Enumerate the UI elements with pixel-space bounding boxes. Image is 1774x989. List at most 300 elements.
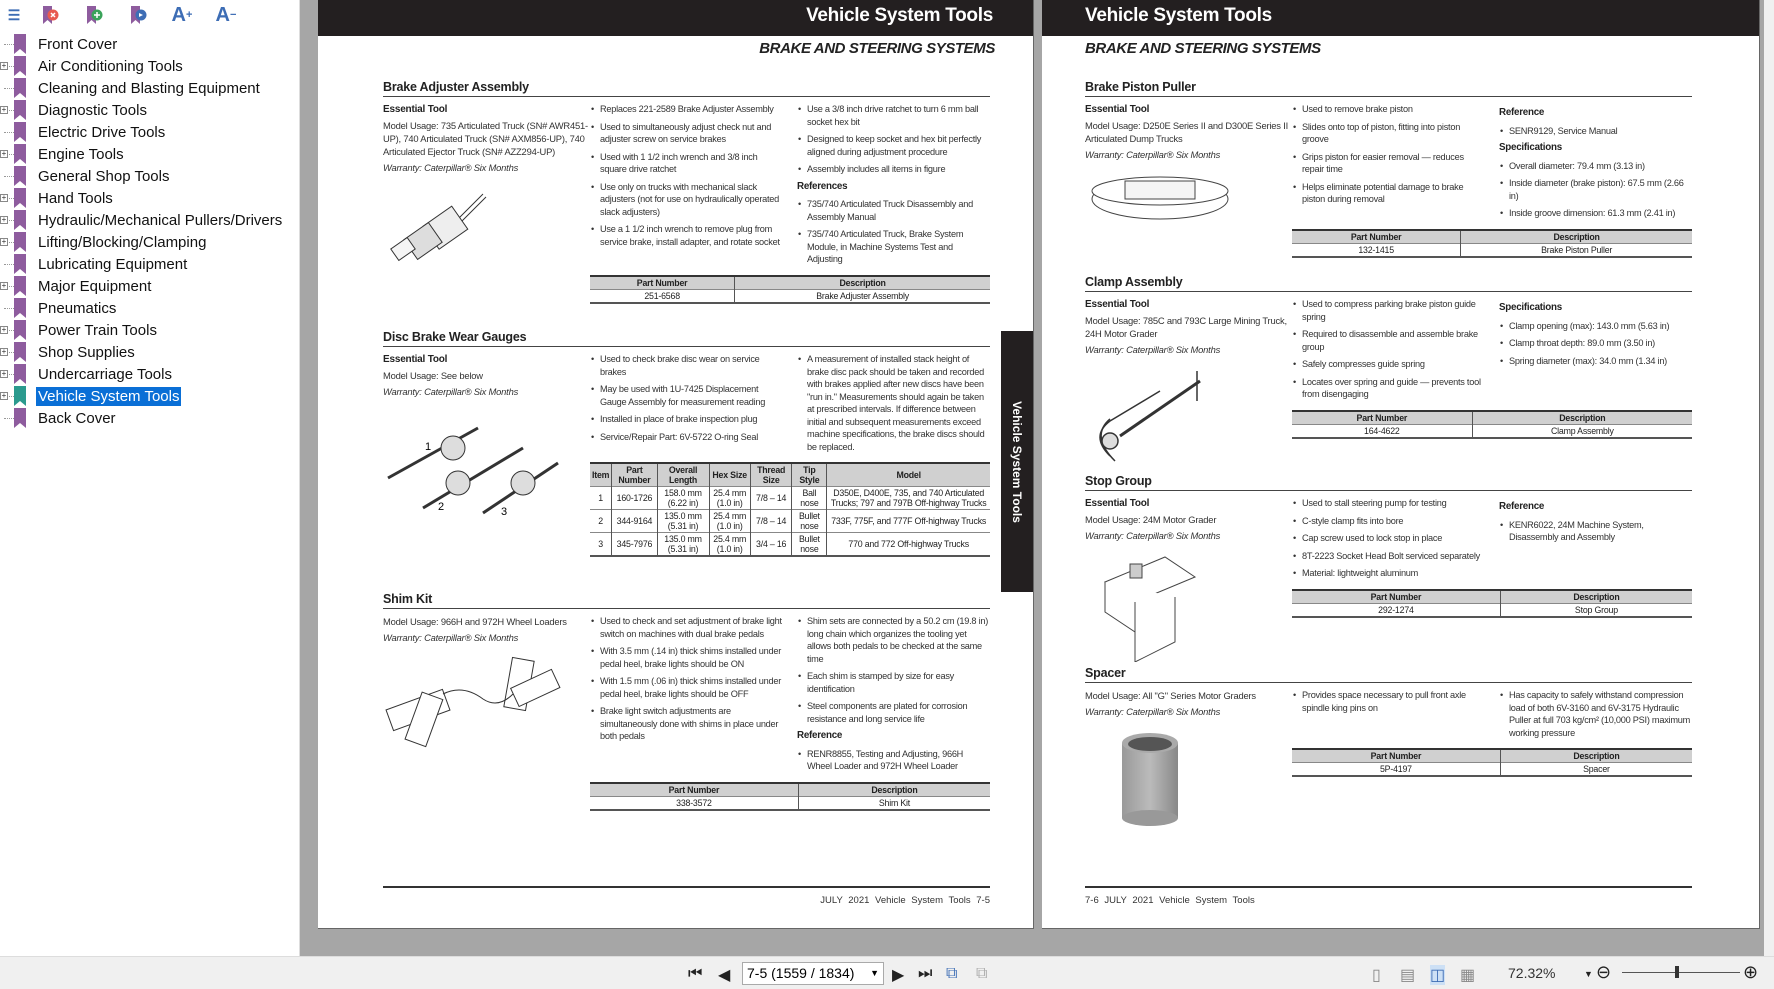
tree-item-hand-tools[interactable] bbox=[0, 187, 300, 209]
tool-illustration bbox=[383, 654, 590, 752]
chapter-tab bbox=[1001, 331, 1033, 592]
zoom-slider-thumb[interactable] bbox=[1675, 966, 1679, 978]
chevron-down-icon[interactable]: ▼ bbox=[870, 968, 879, 978]
bullet-item: • Steel components are plated for corrosion resistance and long service life bbox=[797, 700, 990, 725]
subheading: Reference bbox=[1499, 107, 1545, 118]
parts-table bbox=[590, 462, 990, 557]
tree-item-label: Vehicle System Tools bbox=[38, 387, 180, 405]
table-header-row bbox=[1292, 230, 1692, 244]
bullet-item: • Used to simultaneously adjust check nut and adjuster screw on service brakes bbox=[590, 121, 783, 146]
tree-item-air-conditioning-tools[interactable] bbox=[0, 55, 300, 77]
expand-toggle-icon[interactable]: + bbox=[1, 193, 7, 202]
table-cell: Brake Adjuster Assembly bbox=[735, 289, 990, 303]
tree-item-label: Electric Drive Tools bbox=[38, 123, 166, 141]
warranty: Warranty: Caterpillar® Six Months bbox=[383, 632, 519, 643]
page-subtitle: BRAKE AND STEERING SYSTEMS bbox=[1085, 40, 1321, 57]
expand-toggle-icon[interactable]: + bbox=[1, 215, 7, 224]
parts-table bbox=[1292, 748, 1692, 777]
table-cell: 251-6568 bbox=[590, 289, 735, 303]
model-usage: Model Usage: 966H and 972H Wheel Loaders bbox=[383, 616, 567, 627]
tree-item-lifting-blocking-clamping[interactable] bbox=[0, 231, 300, 253]
bullet-item: • Has capacity to safely withstand compression load of both 6V-3160 and 6V-3175 Hydraulic Puller at full 703 kg/cm² (10,000 PSI) maximum working pressure bbox=[1499, 689, 1692, 739]
table-cell: 25.4 mm (1.0 in) bbox=[709, 510, 750, 533]
tree-connector bbox=[4, 88, 14, 89]
bullet-item: • 8T-2223 Socket Head Bolt serviced separately bbox=[1292, 550, 1485, 563]
bullet-column bbox=[1499, 497, 1692, 585]
tree-item-pneumatics[interactable] bbox=[0, 297, 300, 319]
tool-details bbox=[1292, 689, 1692, 831]
tree-item-label: Undercarriage Tools bbox=[38, 365, 172, 383]
bullet-item: • Helps eliminate potential damage to brake piston during removal bbox=[1292, 181, 1485, 206]
bullet-columns bbox=[1292, 689, 1692, 744]
footer-rule bbox=[383, 886, 990, 888]
bullet-item: • Clamp opening (max): 143.0 mm (5.63 in) bbox=[1499, 320, 1692, 333]
tool-section bbox=[383, 592, 990, 811]
table-cell: 338-3572 bbox=[590, 796, 798, 810]
bullet-item: • Shim sets are connected by a 50.2 cm (19.8 in) long chain which organizes the tooling yet allows both pedals to be checked at the same time bbox=[797, 615, 990, 665]
section-title: Brake Adjuster Assembly bbox=[383, 80, 990, 97]
tool-details bbox=[1292, 103, 1692, 258]
column-header: Description bbox=[735, 276, 990, 290]
bullet-column bbox=[797, 103, 990, 271]
table-cell: D350E, D400E, 735, and 740 Articulated Trucks; 797 and 797B Off-highway Trucks bbox=[827, 487, 990, 510]
last-page-button[interactable]: ⏭ bbox=[918, 965, 933, 982]
table-cell: 3 bbox=[590, 533, 612, 557]
model-usage: Model Usage: 785C and 793C Large Mining Truck, 24H Motor Grader bbox=[1085, 315, 1287, 339]
tool-info bbox=[1085, 689, 1292, 831]
svg-text:3: 3 bbox=[501, 506, 507, 518]
svg-text:2: 2 bbox=[438, 501, 444, 513]
bullet-item: • SENR9129, Service Manual bbox=[1499, 125, 1692, 138]
bookmark-icon bbox=[14, 100, 26, 120]
previous-view-icon[interactable]: ⧉ bbox=[946, 965, 958, 982]
bullet-item: • Assembly includes all items in figure bbox=[797, 163, 990, 176]
table-row bbox=[590, 510, 990, 533]
bullet-item: • Designed to keep socket and hex bit perfectly aligned during adjustment procedure bbox=[797, 133, 990, 158]
warranty: Warranty: Caterpillar® Six Months bbox=[1085, 530, 1221, 541]
tool-illustration bbox=[383, 408, 590, 521]
bookmark-icon bbox=[14, 210, 26, 230]
bookmark-icon bbox=[14, 122, 26, 142]
table-cell: 160-1726 bbox=[612, 487, 657, 510]
tool-details bbox=[590, 103, 990, 304]
tree-item-label: Lubricating Equipment bbox=[38, 255, 188, 273]
column-header: Description bbox=[1500, 749, 1692, 763]
bullet-columns bbox=[1292, 298, 1692, 406]
column-header: Hex Size bbox=[709, 463, 750, 487]
section-title: Stop Group bbox=[1085, 474, 1692, 491]
bullet-item: • Used to stall steering pump for testing bbox=[1292, 497, 1485, 510]
bullet-item: • Grips piston for easier removal — reduces repair time bbox=[1292, 151, 1485, 176]
tool-details bbox=[590, 615, 990, 811]
status-bar bbox=[0, 956, 1774, 989]
tool-illustration bbox=[1085, 366, 1292, 469]
table-cell: 345-7976 bbox=[612, 533, 657, 557]
section-title: Brake Piston Puller bbox=[1085, 80, 1692, 97]
previous-page-button[interactable]: ◀ bbox=[718, 967, 731, 984]
tree-item-label: Back Cover bbox=[38, 409, 116, 427]
column-header: Overall Length bbox=[657, 463, 709, 487]
page-footer: JULY 2021 Vehicle System Tools 7-5 bbox=[820, 895, 990, 906]
column-header: Description bbox=[1472, 411, 1692, 425]
bullet-item: • With 1.5 mm (.06 in) thick shims installed under pedal heel, brake lights should be OFF bbox=[590, 675, 783, 700]
tree-connector bbox=[4, 264, 14, 265]
zoom-level[interactable]: 72.32% bbox=[1508, 965, 1556, 981]
tree-item-label: General Shop Tools bbox=[38, 167, 170, 185]
bullet-columns bbox=[590, 353, 990, 458]
column-header: Thread Size bbox=[750, 463, 792, 487]
section-title: Clamp Assembly bbox=[1085, 275, 1692, 292]
bookmark-icon bbox=[14, 276, 26, 296]
chapter-tab-label: Vehicle System Tools bbox=[1010, 400, 1024, 523]
subheading: Specifications bbox=[1499, 142, 1562, 153]
tool-section bbox=[1085, 666, 1692, 831]
zoom-dropdown-icon[interactable]: ▼ bbox=[1584, 969, 1593, 979]
table-cell: 135.0 mm (5.31 in) bbox=[657, 533, 709, 557]
expand-toggle-icon[interactable]: + bbox=[1, 105, 7, 114]
bullet-item: • Safely compresses guide spring bbox=[1292, 358, 1485, 371]
tree-item-electric-drive-tools[interactable] bbox=[0, 121, 300, 143]
bullet-item: • Used to check brake disc wear on service brakes bbox=[590, 353, 783, 378]
tree-item-shop-supplies[interactable] bbox=[0, 341, 300, 363]
tool-details bbox=[1292, 298, 1692, 469]
table-cell: Stop Group bbox=[1500, 603, 1692, 617]
tree-item-label: Cleaning and Blasting Equipment bbox=[38, 79, 260, 97]
bullet-item: • Use only on trucks with mechanical slack adjusters (not for use on hydraulically operated slack adjusters) bbox=[590, 181, 783, 219]
bookmark-icon bbox=[14, 364, 26, 384]
table-header-row bbox=[590, 276, 990, 290]
next-view-icon[interactable]: ⧉ bbox=[976, 965, 988, 982]
zoom-out-icon[interactable]: ⊖ bbox=[1596, 962, 1612, 982]
bullet-column bbox=[1292, 103, 1485, 225]
tree-connector bbox=[4, 132, 14, 133]
column-header: Part Number bbox=[590, 276, 735, 290]
expand-toggle-icon[interactable]: + bbox=[1, 61, 7, 70]
tree-item-label: Front Cover bbox=[38, 35, 118, 53]
table-cell: Brake Piston Puller bbox=[1461, 243, 1692, 257]
add-bookmark-icon[interactable] bbox=[72, 0, 116, 30]
tool-section bbox=[1085, 474, 1692, 665]
svg-text:1: 1 bbox=[425, 441, 431, 453]
column-header: Description bbox=[1461, 230, 1692, 244]
column-header: Tip Style bbox=[792, 463, 827, 487]
bullet-item: • Spring diameter (max): 34.0 mm (1.34 in) bbox=[1499, 355, 1692, 368]
bullet-item: • Service/Repair Part: 6V-5722 O-ring Seal bbox=[590, 431, 783, 444]
bookmark-icon bbox=[14, 386, 26, 406]
essential-tool-label: Essential Tool bbox=[383, 354, 448, 365]
model-usage: Model Usage: D250E Series II and D300E Series II Articulated Dump Trucks bbox=[1085, 120, 1289, 144]
table-cell: Spacer bbox=[1500, 763, 1692, 777]
expand-all-icon[interactable]: ☰ bbox=[7, 6, 21, 23]
table-cell: 25.4 mm (1.0 in) bbox=[709, 487, 750, 510]
column-header: Item bbox=[590, 463, 612, 487]
bullet-column bbox=[1499, 689, 1692, 744]
bullet-column bbox=[1292, 497, 1485, 585]
tree-item-label: Power Train Tools bbox=[38, 321, 157, 339]
warranty: Warranty: Caterpillar® Six Months bbox=[1085, 706, 1221, 717]
bullet-item: • Used with 1 1/2 inch wrench and 3/8 inch square drive ratchet bbox=[590, 151, 783, 176]
bullet-item: • Each shim is stamped by size for easy identification bbox=[797, 670, 990, 695]
essential-tool-label: Essential Tool bbox=[1085, 299, 1150, 310]
subheading: Reference bbox=[1499, 501, 1545, 512]
tree-item-cleaning-and-blasting-equipment[interactable] bbox=[0, 77, 300, 99]
tree-item-label: Air Conditioning Tools bbox=[38, 57, 183, 75]
bullet-column bbox=[797, 353, 990, 458]
tool-illustration bbox=[1085, 552, 1292, 665]
section-body bbox=[383, 353, 990, 557]
bullet-item: • 735/740 Articulated Truck Disassembly and Assembly Manual bbox=[797, 198, 990, 223]
bullet-item: • Brake light switch adjustments are simultaneously done with shims in place under both pedals bbox=[590, 705, 783, 743]
table-row bbox=[1292, 603, 1692, 617]
table-header-row bbox=[590, 783, 990, 797]
tool-section bbox=[1085, 80, 1692, 258]
tree-item-label: Major Equipment bbox=[38, 277, 152, 295]
goto-bookmark-icon[interactable] bbox=[116, 0, 160, 30]
table-cell: 5P-4197 bbox=[1292, 763, 1500, 777]
bullet-item: • With 3.5 mm (.14 in) thick shims installed under pedal heel, brake lights should be ON bbox=[590, 645, 783, 670]
section-title: Spacer bbox=[1085, 666, 1692, 683]
tree-item-label: Hydraulic/Mechanical Pullers/Drivers bbox=[38, 211, 283, 229]
table-row bbox=[590, 796, 990, 810]
tree-item-major-equipment[interactable] bbox=[0, 275, 300, 297]
column-header: Part Number bbox=[1292, 411, 1472, 425]
bullet-column bbox=[797, 615, 990, 778]
column-header: Model bbox=[827, 463, 990, 487]
tool-section bbox=[383, 80, 990, 304]
warranty: Warranty: Caterpillar® Six Months bbox=[383, 386, 519, 397]
table-cell: Bullet nose bbox=[792, 533, 827, 557]
tree-item-undercarriage-tools[interactable] bbox=[0, 363, 300, 385]
expand-toggle-icon[interactable]: + bbox=[1, 237, 7, 246]
column-header: Part Number bbox=[1292, 590, 1500, 604]
column-header: Part Number bbox=[590, 783, 798, 797]
expand-toggle-icon[interactable]: + bbox=[1, 149, 7, 158]
parts-table bbox=[1292, 589, 1692, 618]
tool-info bbox=[383, 353, 590, 557]
bookmark-icon bbox=[14, 166, 26, 186]
bullet-item: • Clamp throat depth: 89.0 mm (3.50 in) bbox=[1499, 337, 1692, 350]
bookmark-icon bbox=[14, 408, 26, 428]
table-cell: 344-9164 bbox=[612, 510, 657, 533]
table-cell: Ball nose bbox=[792, 487, 827, 510]
bullet-item: • C-style clamp fits into bore bbox=[1292, 515, 1485, 528]
section-body bbox=[1085, 689, 1692, 831]
bullet-item: • A measurement of installed stack height of brake disc pack should be taken and recorded with brakes applied after new discs have been "run in." Measurements should again be taken at prescribed intervals. If difference between initial and subsequent measurements exceed machine specifications, the brake discs should be replaced. bbox=[797, 353, 990, 453]
font-increase-icon[interactable]: A + bbox=[171, 3, 193, 26]
table-cell: 770 and 772 Off-highway Trucks bbox=[827, 533, 990, 557]
bookmark-icon bbox=[14, 254, 26, 274]
warranty: Warranty: Caterpillar® Six Months bbox=[383, 162, 519, 173]
zoom-in-icon[interactable]: ⊕ bbox=[1743, 962, 1759, 982]
delete-bookmark-icon[interactable] bbox=[28, 0, 72, 30]
bullet-item: • May be used with 1U-7425 Displacement Gauge Assembly for measurement reading bbox=[590, 383, 783, 408]
table-cell: 7/8 – 14 bbox=[750, 510, 792, 533]
table-cell: Bullet nose bbox=[792, 510, 827, 533]
tool-details bbox=[1292, 497, 1692, 665]
tool-illustration bbox=[383, 184, 590, 267]
tool-info bbox=[1085, 298, 1292, 469]
tree-item-label: Engine Tools bbox=[38, 145, 124, 163]
page-footer: 7-6 JULY 2021 Vehicle System Tools bbox=[1085, 895, 1255, 906]
tool-info bbox=[383, 103, 590, 304]
bullet-item: • Replaces 221-2589 Brake Adjuster Assembly bbox=[590, 103, 783, 116]
bullet-item: • Use a 3/8 inch drive ratchet to turn 6 mm ball socket hex bit bbox=[797, 103, 990, 128]
table-row bbox=[590, 487, 990, 510]
tree-item-back-cover[interactable] bbox=[0, 407, 300, 429]
bookmark-icon bbox=[14, 232, 26, 252]
single-page-view-icon[interactable]: ▯ bbox=[1372, 967, 1381, 984]
tool-section bbox=[383, 330, 990, 557]
next-page-button[interactable]: ▶ bbox=[892, 967, 905, 984]
parts-table bbox=[590, 275, 990, 304]
bullet-item: • RENR8855, Testing and Adjusting, 966H Wheel Loader and 972H Wheel Loader bbox=[797, 748, 990, 773]
tree-item-diagnostic-tools[interactable] bbox=[0, 99, 300, 121]
bookmarks-toolbar bbox=[0, 0, 299, 30]
parts-table bbox=[590, 782, 990, 811]
bullet-column bbox=[590, 353, 783, 458]
tree-item-label: Shop Supplies bbox=[38, 343, 135, 361]
tool-details bbox=[590, 353, 990, 557]
bullet-column bbox=[1499, 298, 1692, 406]
section-body bbox=[383, 615, 990, 811]
tree-item-label: Diagnostic Tools bbox=[38, 101, 147, 119]
section-body bbox=[1085, 497, 1692, 665]
table-cell: 132-1415 bbox=[1292, 243, 1461, 257]
bullet-item: • Use a 1 1/2 inch wrench to remove plug from service brake, install adapter, and rotate socket bbox=[590, 223, 783, 248]
column-header: Part Number bbox=[1292, 749, 1500, 763]
tool-section bbox=[1085, 275, 1692, 469]
section-body bbox=[1085, 103, 1692, 258]
bullet-item: • 735/740 Articulated Truck, Brake System Module, in Machine Systems Test and Adjusting bbox=[797, 228, 990, 266]
model-usage: Model Usage: 24M Motor Grader bbox=[1085, 514, 1217, 525]
tree-connector bbox=[4, 44, 14, 45]
first-page-button[interactable]: ⏮ bbox=[688, 965, 703, 982]
bookmark-icon bbox=[14, 56, 26, 76]
facing-view-icon[interactable]: ◫ bbox=[1430, 967, 1446, 984]
tree-connector bbox=[4, 308, 14, 309]
bullet-item: • Locates over spring and guide — prevents tool from disengaging bbox=[1292, 376, 1485, 401]
page-number-field[interactable] bbox=[742, 962, 884, 985]
table-cell: 164-4622 bbox=[1292, 424, 1472, 438]
bookmark-icon bbox=[14, 34, 26, 54]
tree-item-general-shop-tools[interactable] bbox=[0, 165, 300, 187]
table-cell: Clamp Assembly bbox=[1472, 424, 1692, 438]
vertical-scrollbar[interactable] bbox=[1764, 0, 1774, 956]
expand-toggle-icon[interactable]: + bbox=[1, 325, 7, 334]
expand-toggle-icon[interactable]: + bbox=[1, 347, 7, 356]
bullet-column bbox=[1292, 689, 1485, 744]
tree-connector bbox=[4, 176, 14, 177]
continuous-view-icon[interactable]: ▤ bbox=[1400, 967, 1416, 984]
tool-illustration bbox=[1085, 171, 1292, 229]
bullet-item: • Required to disassemble and assemble brake group bbox=[1292, 328, 1485, 353]
tree-item-engine-tools[interactable] bbox=[0, 143, 300, 165]
tree-item-hydraulic-mechanical-pullers-drivers[interactable] bbox=[0, 209, 300, 231]
tool-illustration bbox=[1085, 728, 1292, 831]
expand-toggle-icon[interactable]: + bbox=[1, 281, 7, 290]
table-cell: 292-1274 bbox=[1292, 603, 1500, 617]
tree-connector bbox=[4, 418, 14, 419]
tree-item-label: Pneumatics bbox=[38, 299, 117, 317]
bullet-item: • Installed in place of brake inspection plug bbox=[590, 413, 783, 426]
bullet-columns bbox=[1292, 497, 1692, 585]
expand-toggle-icon[interactable]: + bbox=[1, 369, 7, 378]
model-usage: Model Usage: See below bbox=[383, 370, 483, 381]
table-header-row bbox=[590, 463, 990, 487]
expand-toggle-icon[interactable]: + bbox=[1, 391, 7, 400]
table-cell: 25.4 mm (1.0 in) bbox=[709, 533, 750, 557]
bullet-item: • KENR6022, 24M Machine System, Disassembly and Assembly bbox=[1499, 519, 1692, 544]
bullet-item: • Slides onto top of piston, fitting into piston groove bbox=[1292, 121, 1485, 146]
tree-item-label: Lifting/Blocking/Clamping bbox=[38, 233, 207, 251]
continuous-facing-view-icon[interactable]: ▦ bbox=[1460, 967, 1476, 984]
subheading: Reference bbox=[797, 730, 843, 741]
table-row bbox=[590, 289, 990, 303]
bullet-item: • Used to compress parking brake piston guide spring bbox=[1292, 298, 1485, 323]
column-header: Description bbox=[798, 783, 990, 797]
page-7-5 bbox=[318, 0, 1034, 929]
table-header-row bbox=[1292, 590, 1692, 604]
bookmarks-panel bbox=[0, 0, 300, 956]
bullet-item: • Overall diameter: 79.4 mm (3.13 in) bbox=[1499, 160, 1692, 173]
table-row bbox=[1292, 243, 1692, 257]
bullet-columns bbox=[1292, 103, 1692, 225]
column-header: Part Number bbox=[612, 463, 657, 487]
bullet-columns bbox=[590, 615, 990, 778]
tree-item-label: Hand Tools bbox=[38, 189, 113, 207]
bullet-column bbox=[1499, 103, 1692, 225]
footer-rule bbox=[1085, 886, 1692, 888]
section-title: Disc Brake Wear Gauges bbox=[383, 330, 990, 347]
bullet-column bbox=[590, 615, 783, 778]
table-cell: 135.0 mm (5.31 in) bbox=[657, 510, 709, 533]
bullet-item: • Used to remove brake piston bbox=[1292, 103, 1485, 116]
bullet-columns bbox=[590, 103, 990, 271]
bullet-item: • Material: lightweight aluminum bbox=[1292, 567, 1485, 580]
bullet-item: • Cap screw used to lock stop in place bbox=[1292, 532, 1485, 545]
tree-item-front-cover[interactable] bbox=[0, 33, 300, 55]
page-7-6 bbox=[1042, 0, 1760, 929]
bookmark-icon bbox=[14, 298, 26, 318]
table-row bbox=[1292, 763, 1692, 777]
tree-item-lubricating-equipment[interactable] bbox=[0, 253, 300, 275]
font-decrease-icon[interactable]: A − bbox=[215, 3, 237, 26]
parts-table bbox=[1292, 410, 1692, 439]
page-header: Vehicle System Tools bbox=[1042, 0, 1759, 36]
table-cell: 733F, 775F, and 777F Off-highway Trucks bbox=[827, 510, 990, 533]
zoom-slider[interactable] bbox=[1622, 972, 1740, 973]
essential-tool-label: Essential Tool bbox=[1085, 498, 1150, 509]
section-title: Shim Kit bbox=[383, 592, 990, 609]
section-body bbox=[1085, 298, 1692, 469]
table-cell: 1 bbox=[590, 487, 612, 510]
page-number-value: 7-5 (1559 / 1834) bbox=[747, 965, 855, 981]
section-body bbox=[383, 103, 990, 304]
page-subtitle: BRAKE AND STEERING SYSTEMS bbox=[759, 40, 995, 57]
warranty: Warranty: Caterpillar® Six Months bbox=[1085, 344, 1221, 355]
tree-item-vehicle-system-tools[interactable] bbox=[0, 385, 300, 407]
subheading: Specifications bbox=[1499, 302, 1562, 313]
tree-item-power-train-tools[interactable] bbox=[0, 319, 300, 341]
tool-info bbox=[1085, 103, 1292, 258]
table-cell: 3/4 – 16 bbox=[750, 533, 792, 557]
essential-tool-label: Essential Tool bbox=[383, 104, 448, 115]
table-cell: 2 bbox=[590, 510, 612, 533]
bullet-column bbox=[590, 103, 783, 271]
table-row bbox=[590, 533, 990, 557]
table-cell: 158.0 mm (6.22 in) bbox=[657, 487, 709, 510]
table-cell: Shim Kit bbox=[798, 796, 990, 810]
